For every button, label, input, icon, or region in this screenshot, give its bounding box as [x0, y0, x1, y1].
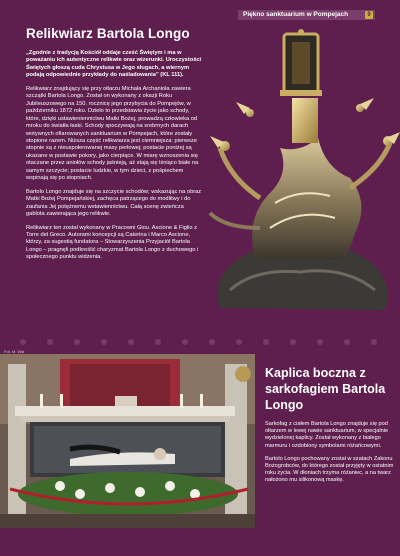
divider-dot — [182, 339, 188, 345]
article-title-2: Kaplica boczna z sarkofagiem Bartola Longo — [265, 366, 386, 412]
body-paragraph-2: Bartolo Longo znajduje się na szczycie schodów; wskazując na obraz Matki Bożej Pompejańskiej, zachęca patrzącego do modlitwy i do zaufania Jej potężnemu wstawiennictwu. Całą scenę zwieńcza gablota zawierająca jego relikwie. — [26, 188, 202, 218]
divider-dot — [101, 339, 107, 345]
body-paragraph-5: Bartolo Longo pochowany został w szatach Zakonu Bożogrobców, do którego został przyjęty w ostatnim roku życia. W dłoniach trzyma różaniec, a na twarz nałożono mu silikonową maskę. — [265, 455, 394, 484]
section-header — [238, 10, 375, 20]
quote-paragraph: „Zgodnie z tradycją Kościół oddaje cześć Świętym i ma w poważaniu ich autentyczne relikwie oraz wizerunki. Uroczystości Świętych głoszą cuda Chrystusa w Jego sługach, a wiernym podają odpowiednie przykłady do naśladowania” (KL 111). — [26, 50, 202, 79]
chapel-photo — [0, 354, 255, 528]
photo-credit: Fot. M. Wal — [4, 349, 25, 354]
divider-dot — [344, 339, 350, 345]
article-body-2 — [265, 421, 397, 491]
divider-dot — [209, 339, 215, 345]
divider-dot — [263, 339, 269, 345]
body-paragraph-4: Sarkofag z ciałem Bartola Longo znajduje się pod ołtarzem w lewej nawie sanktuarium, w specjalnie wydzielonej kaplicy. Został wykonany z białego marmuru i ozdobiony symbolami różańcowymi. — [265, 421, 389, 449]
divider-dot — [128, 339, 134, 345]
divider-dot — [371, 339, 377, 345]
article-body — [26, 50, 202, 268]
section-badge: 9 — [365, 11, 373, 19]
divider-dot — [290, 339, 296, 345]
divider-dot — [20, 339, 26, 345]
body-paragraph-1: Relikwiarz znajdujący się przy ołtarzu Michała Archanioła zawiera szczątki Bartola Longo. Został on wykonany z okazji Roku Jubileuszowego na 150. rocznicę jego przybycia do Pompejów, w październiku 1872 roku. Dzieło to przedstawia życie jako schody, które, dzięki ustawieniennictwu Matki Bożej, prowadzą człowieka od mroku do światła łaski. Schody spoczywają na srebrnych darach wotywnych ofiarowanych sanktuarium w Pompejach, które zostały stopione razem. Niższa część relikwiarza jest ciemniejsza: pierwsze stopnie są z nieuspołerowanej masy perłowej; postacie poniżej są ukazane w postawie pokory, jako cierpiące. W miarę wznoszenia się otaczane przez aniołów schody jaśnieją, aż stają się lśniąco białe na samym szczycie; postacie ludzkie, w tym dzieci, z pośpiechem wspinają się po stopniach. — [26, 85, 199, 182]
section-label: Piękno sanktuarium w Pompejach — [243, 11, 349, 18]
dot-divider — [0, 339, 400, 345]
body-paragraph-3: Relikwiarz ten został wykonany w Pracowni Giou. Ascione & Figlio z Torre del Greco. Autorami koncepcji są Caterina i Marco Ascione, którzy, za sugestią fundatora – Stowarzyszenia Przyjaciół Bartola Longo – pragnęli podkreślić charyzmat Bartola Longo z duchowego i społecznego punktu widzenia. — [26, 224, 199, 261]
divider-dot — [47, 339, 53, 345]
article-title: Relikwiarz Bartola Longo — [26, 26, 190, 41]
divider-dot — [236, 339, 242, 345]
divider-dot — [74, 339, 80, 345]
divider-dot — [317, 339, 323, 345]
reliquary-image — [200, 28, 400, 318]
divider-dot — [155, 339, 161, 345]
